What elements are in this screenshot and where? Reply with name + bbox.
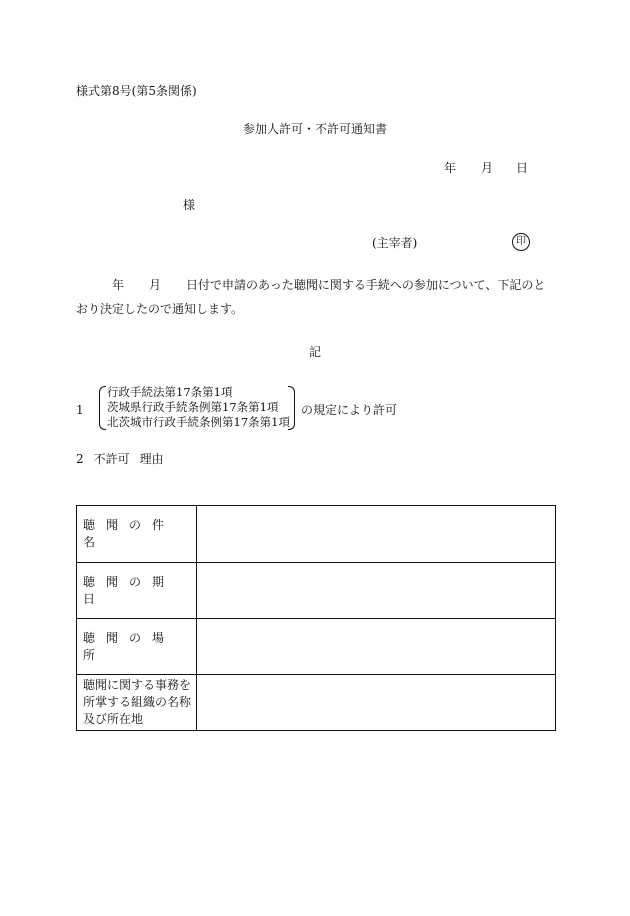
body-year: 年 xyxy=(112,278,125,292)
right-brace xyxy=(288,386,295,430)
date-month-label: 月 xyxy=(481,161,494,175)
date-year-label: 年 xyxy=(444,161,457,175)
item1-suffix: の規定により許可 xyxy=(301,403,398,417)
item1-number: 1 xyxy=(76,403,84,417)
item2-reason: 理由 xyxy=(139,452,164,466)
table-row-label xyxy=(77,675,197,731)
table-row xyxy=(77,506,556,563)
date-day-label: 日 xyxy=(516,161,529,175)
table-row-label-text: 聴聞に関する事務を所掌する組織の名称及び所在地 xyxy=(83,678,192,726)
table-row-label-text: 聴聞の件名 xyxy=(83,518,176,549)
body-text: 日付で申請のあった聴聞に関する手続への参加について、下記のとおり決定したので通知します。 xyxy=(76,278,546,316)
body-paragraph xyxy=(76,273,552,321)
law-option-national: 行政手続法第17条第1項 xyxy=(107,385,233,399)
body-month: 月 xyxy=(149,278,162,292)
table-row-value[interactable] xyxy=(197,675,556,731)
document-title: 参加人許可・不許可通知書 xyxy=(242,122,387,136)
item2 xyxy=(76,453,164,465)
table-row-value[interactable] xyxy=(197,506,556,563)
addressee-honorific: 様 xyxy=(183,198,196,212)
item2-label: 不許可 xyxy=(93,452,130,466)
ki-heading: 記 xyxy=(308,345,321,359)
left-brace xyxy=(99,386,106,430)
seal-icon: 印 xyxy=(512,233,530,251)
table-row xyxy=(77,675,556,731)
table-row xyxy=(77,563,556,619)
table-row-label xyxy=(77,619,197,675)
table-row-label xyxy=(77,506,197,563)
host-label: (主宰者) xyxy=(372,236,418,250)
law-option-prefecture: 茨城県行政手続条例第17条第1項 xyxy=(107,400,279,414)
table-row-label-text: 聴聞の期日 xyxy=(83,574,176,606)
table-row-value[interactable] xyxy=(197,563,556,619)
hearing-info-table xyxy=(76,505,556,731)
table-row-label xyxy=(77,563,197,619)
law-option-city: 北茨城市行政手続条例第17条第1項 xyxy=(107,415,290,429)
form-number: 様式第8号(第5条関係) xyxy=(76,84,197,98)
item2-number: 2 xyxy=(76,452,84,466)
table-row xyxy=(77,619,556,675)
table-row-label-text: 聴聞の場所 xyxy=(83,630,176,662)
table-row-value[interactable] xyxy=(197,619,556,675)
